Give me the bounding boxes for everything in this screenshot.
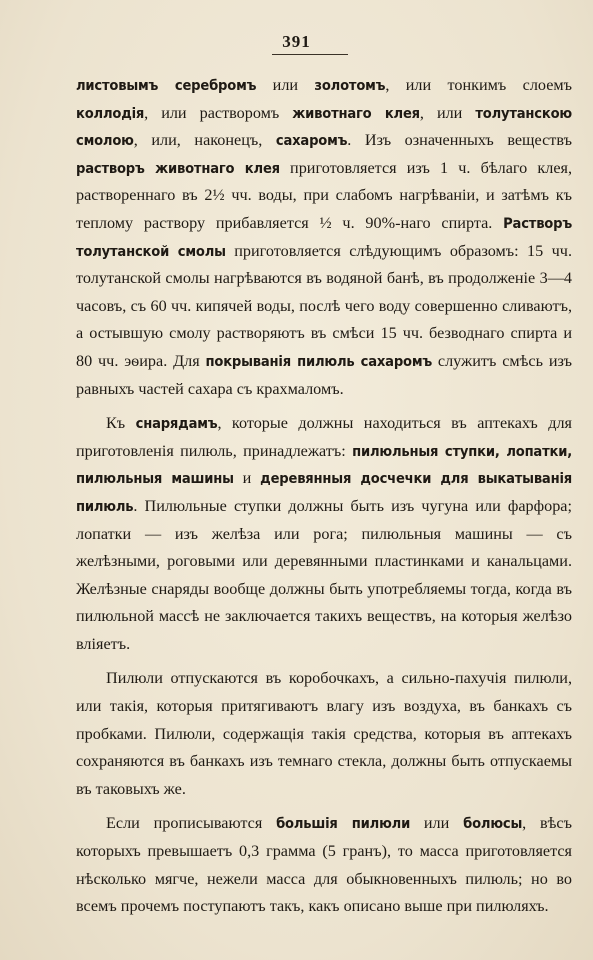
text-run: или (256, 76, 315, 94)
text-run: или (410, 814, 464, 833)
paragraph (76, 810, 572, 920)
bold-term: пилюльныя ступки, лопатки, пилюльныя машины (76, 442, 573, 488)
bold-term: золотомъ (314, 77, 386, 94)
bold-term: покрыванія пилюль сахаромъ (205, 352, 433, 370)
bold-term: Растворъ толутанской смолы (76, 214, 572, 260)
text-run: , вѣсъ которыхъ превышаетъ 0,3 грамма (5 гранъ), то масса приготовляется нѣсколько мягче, нежели масса для обыкновенныхъ пилюль; но во всемъ прочемъ поступаютъ такъ, какъ описано выше при пилюляхъ. (76, 814, 572, 916)
bold-term: большія пилюли (276, 815, 411, 833)
paragraph (76, 665, 572, 803)
bold-term: сахаромъ (275, 132, 348, 150)
paragraph (76, 410, 572, 658)
bold-term: деревянныя досчечки для выкатыванія пилюль (76, 470, 572, 515)
text-run: Пилюли отпускаются въ коробочкахъ, а сильно-пахучія пилюли, или такія, которыя притягиваютъ влагу изъ воздуха, въ банкахъ съ пробками. Пилюли, содержащія такія средства, которыя въ аптекахъ сохраняются въ банкахъ изъ темнаго стекла, должны быть отпускаемы въ таковыхъ же. (76, 669, 572, 798)
text-run: Если прописываются (106, 814, 277, 833)
text-run: приготовляется слѣдующимъ образомъ: 15 чч. толутанской смолы нагрѣваются въ водяной банѣ, въ продолженіе 3—4 часовъ, съ 60 чч. кипячей воды, послѣ чего воду совершенно сливаютъ, а остывшую смолу растворяютъ въ смѣси 15 чч. безводнаго спирта и 80 чч. эѳира. Для (76, 241, 572, 370)
text-run: , или, наконецъ, (133, 131, 276, 150)
text-run: служитъ смѣсь изъ равныхъ частей сахара съ крахмаломъ. (76, 351, 572, 398)
text-run: и (233, 469, 261, 488)
bold-term: растворъ животнаго клея (76, 159, 280, 177)
bold-term: толутанскою смолою (76, 104, 572, 150)
page-number: 391 (282, 32, 311, 51)
bold-term: листовымъ серебромъ (76, 77, 257, 94)
text-run: , или тонкимъ слоемъ (385, 76, 572, 94)
text-run: , или (419, 103, 476, 122)
bold-term: коллодія (76, 104, 145, 122)
text-run: , или растворомъ (144, 103, 293, 122)
text-run: приготовляется изъ 1 ч. бѣлаго клея, раствореннаго въ 2½ чч. воды, при слабомъ нагрѣваніи, и затѣмъ къ теплому раствору прибавляется ½ ч. 90%-наго спирта. (76, 158, 572, 232)
bold-term: снарядамъ (135, 415, 218, 433)
text-run: Къ (106, 414, 136, 433)
text-run: . Пилюльные ступки должны быть изъ чугуна или фарфора; лопатки — изъ желѣза или рога; пилюльныя машины — съ желѣзными, роговыми или деревянными пластинками и канальцами. Желѣзные снаряды вообще должны быть употребляемы тогда, когда въ пилюльной массѣ не заключается такихъ веществъ, на которыя желѣзо вліяетъ. (76, 496, 572, 653)
body-text (76, 72, 572, 921)
text-run: , которые должны находиться въ аптекахъ для приготовленія пилюль, принадлежатъ: (76, 414, 572, 460)
page-number-rule (272, 54, 348, 55)
paragraph (76, 72, 572, 403)
bold-term: животнаго клея (292, 104, 420, 122)
bold-term: болюсы (463, 815, 523, 833)
text-run: . Изъ означенныхъ веществъ (347, 131, 572, 150)
